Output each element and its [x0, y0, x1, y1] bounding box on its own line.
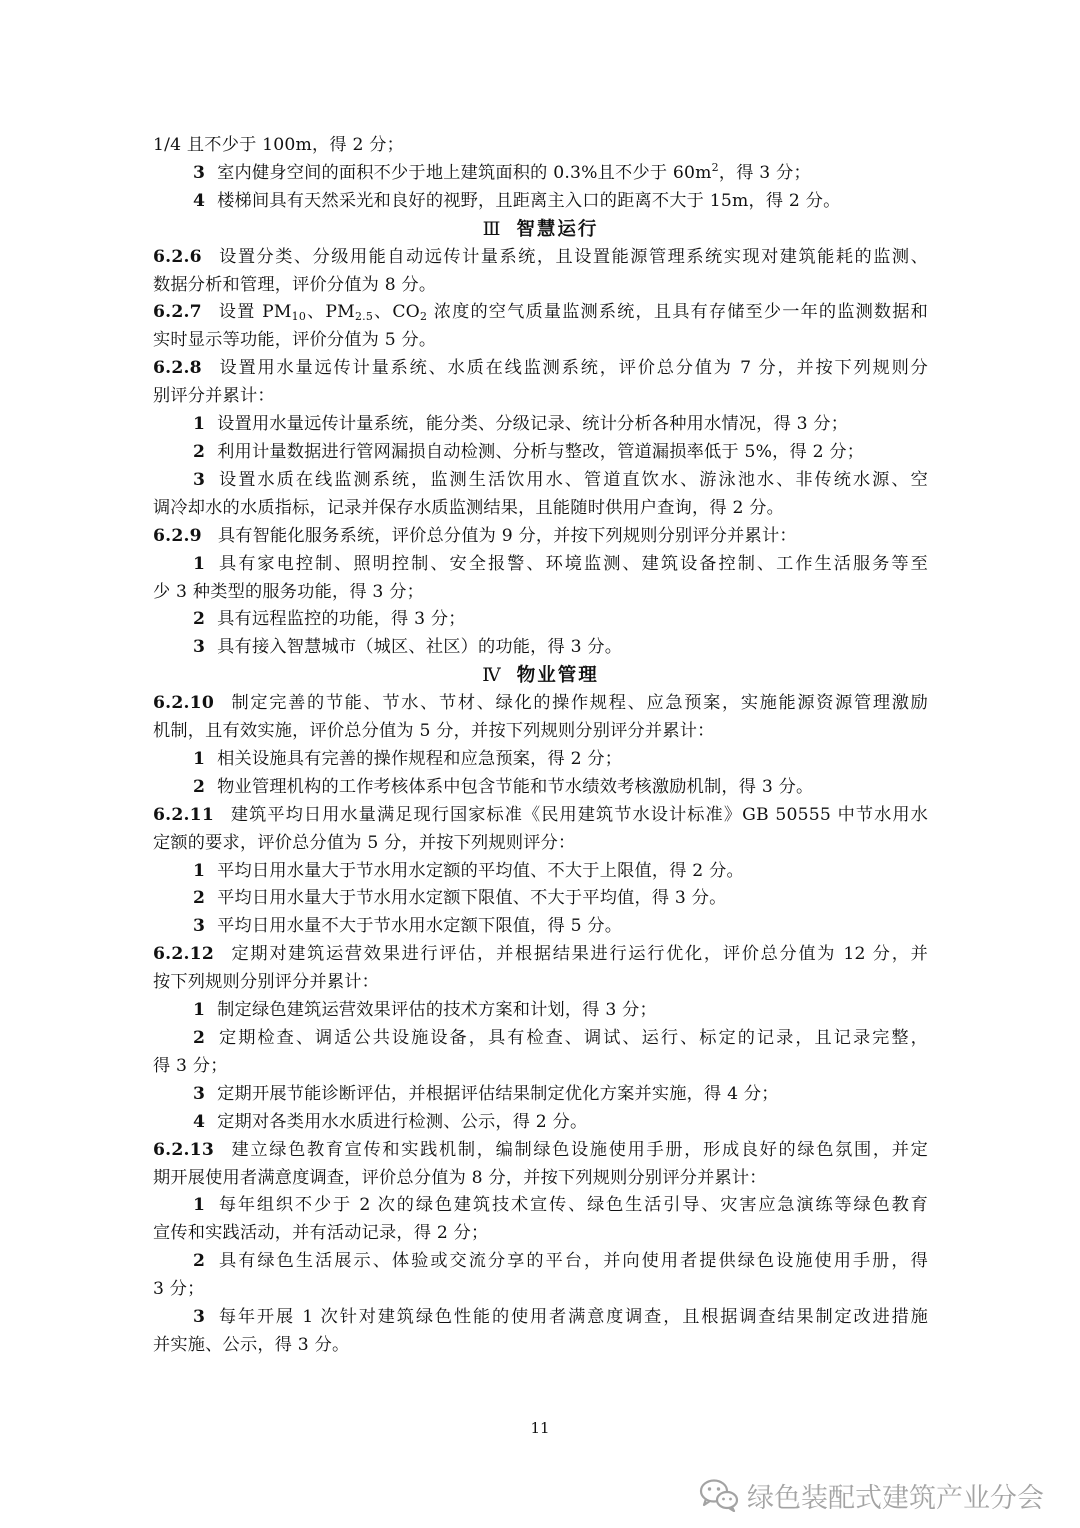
watermark-text: 绿色装配式建筑产业分会 [747, 1482, 1044, 1514]
wechat-icon [699, 1478, 739, 1512]
page-number: 11 [530, 1419, 550, 1437]
item-number: 1 [193, 860, 206, 881]
watermark [699, 1470, 1044, 1520]
item-number: 2 [193, 888, 206, 909]
section-heading-property-management: Ⅳ 物业管理 [482, 665, 599, 687]
list-item: 3 室内健身空间的面积不少于地上建筑面积的 0.3%且不少于 $60m^2$，得 3 分； [193, 160, 811, 183]
text-line: 得 3 分； [153, 1055, 228, 1076]
item-number: 4 [193, 190, 206, 211]
text-line: 别评分并累计： [153, 386, 275, 407]
list-item: 3 定期开展节能诊断评估，并根据评估结果制定优化方案并实施，得 4 分； [193, 1083, 779, 1104]
list-item: 3 每年开展 1 次针对建筑绿色性能的使用者满意度调查，且根据调查结果制定改进措施 [193, 1307, 928, 1328]
text-line: 宣传和实践活动，并有活动记录，得 2 分； [153, 1223, 489, 1244]
list-item: 2 物业管理机构的工作考核体系中包含节能和节水绩效考核激励机制，得 3 分。 [193, 776, 814, 797]
document-body [153, 132, 928, 1360]
clause-number: 6.2.6 [153, 246, 202, 267]
clause-number: 6.2.13 [153, 1139, 215, 1160]
text-line: 期开展使用者满意度调查，评价总分值为 8 分，并按下列规则分别评分并累计： [153, 1167, 767, 1188]
clause-line: 6.2.6 设置分类、分级用能自动远传计量系统，且设置能源管理系统实现对建筑能耗的监测、 [153, 246, 928, 267]
item-number: 3 [193, 162, 206, 183]
item-number: 2 [193, 441, 206, 462]
clause-number: 6.2.8 [153, 358, 202, 379]
item-number: 2 [193, 776, 206, 797]
text-line: 机制，且有效实施，评价总分值为 5 分，并按下列规则分别评分并累计： [153, 721, 715, 742]
list-item: 1 每年组织不少于 2 次的绿色建筑技术宣传、绿色生活引导、灾害应急演练等绿色教育 [193, 1195, 928, 1216]
list-item: 2 定期检查、调适公共设施设备，具有检查、调试、运行、标定的记录，且记录完整， [193, 1028, 928, 1048]
text-line: 按下列规则分别评分并累计： [153, 972, 380, 993]
clause-line: 6.2.9 具有智能化服务系统，评价总分值为 9 分，并按下列规则分别评分并累计： [153, 525, 797, 546]
clause-number: 6.2.10 [153, 693, 215, 714]
list-item: 1 设置用水量远传计量系统，能分类、分级记录、统计分析各种用水情况，得 3 分； [193, 414, 849, 435]
text-line: 少 3 种类型的服务功能，得 3 分； [153, 581, 424, 602]
list-item: 1 制定绿色建筑运营效果评估的技术方案和计划，得 3 分； [193, 1000, 657, 1021]
clause-line: 6.2.8 设置用水量远传计量系统、水质在线监测系统，评价总分值为 7 分，并按下列规则分 [153, 358, 928, 379]
item-number: 2 [193, 1251, 206, 1272]
list-item: 2 具有绿色生活展示、体验或交流分享的平台，并向使用者提供绿色设施使用手册，得 [193, 1251, 928, 1272]
section-heading-smart-operation: Ⅲ 智慧运行 [482, 218, 599, 240]
list-item: 3 具有接入智慧城市（城区、社区）的功能，得 3 分。 [193, 637, 623, 658]
item-number: 4 [193, 1111, 206, 1132]
item-number: 3 [193, 916, 206, 937]
clause-number: 6.2.7 [153, 302, 202, 323]
item-number: 3 [193, 1307, 206, 1328]
item-number: 1 [193, 1000, 206, 1021]
list-item: 4 楼梯间具有天然采光和良好的视野，且距离主入口的距离不大于 15m，得 2 分。 [193, 190, 841, 211]
list-item: 4 定期对各类用水水质进行检测、公示，得 2 分。 [193, 1111, 588, 1132]
text-line: 并实施、公示，得 3 分。 [153, 1334, 350, 1355]
clause-number: 6.2.9 [153, 525, 202, 546]
clause-line: 6.2.11 建筑平均日用水量满足现行国家标准《民用建筑节水设计标准》GB 50555 中节水用水 [153, 804, 928, 825]
clause-line: 6.2.10 制定完善的节能、节水、节材、绿化的操作规程、应急预案，实施能源资源管理激励 [153, 693, 928, 714]
item-number: 3 [193, 469, 206, 490]
list-item: 2 利用计量数据进行管网漏损自动检测、分析与整改，管道漏损率低于 5%，得 2 分； [193, 441, 865, 462]
item-number: 1 [193, 414, 206, 435]
text-line: 1/4 且不少于 100m，得 2 分； [153, 135, 405, 155]
list-item: 1 具有家电控制、照明控制、安全报警、环境监测、建筑设备控制、工作生活服务等至 [193, 553, 928, 574]
item-number: 1 [193, 748, 206, 769]
item-number: 2 [193, 609, 206, 630]
item-number: 1 [193, 1195, 206, 1216]
item-number: 2 [193, 1028, 206, 1048]
list-item: 1 平均日用水量大于节水用水定额的平均值、不大于上限值，得 2 分。 [193, 860, 744, 881]
text-line: 3 分； [153, 1279, 205, 1300]
clause-number: 6.2.12 [153, 944, 215, 965]
list-item: 3 设置水质在线监测系统，监测生活饮用水、管道直饮水、游泳池水、非传统水源、空 [193, 469, 928, 490]
item-number: 1 [193, 553, 206, 574]
text-line: 调冷却水的水质指标，记录并保存水质监测结果，且能随时供用户查询，得 2 分。 [153, 497, 785, 518]
list-item: 3 平均日用水量不大于节水用水定额下限值，得 5 分。 [193, 916, 623, 937]
list-item: 2 平均日用水量大于节水用水定额下限值、不大于平均值，得 3 分。 [193, 888, 727, 909]
list-item: 1 相关设施具有完善的操作规程和应急预案，得 2 分； [193, 748, 623, 769]
clause-line: 6.2.13 建立绿色教育宣传和实践机制，编制绿色设施使用手册，形成良好的绿色氛围，并定 [153, 1139, 928, 1160]
list-item: 2 具有远程监控的功能，得 3 分； [193, 609, 466, 630]
clause-number: 6.2.11 [153, 804, 215, 825]
item-number: 3 [193, 1083, 206, 1104]
text-line: 数据分析和管理，评价分值为 8 分。 [153, 274, 437, 295]
clause-line: 6.2.12 定期对建筑运营效果进行评估，并根据结果进行运行优化，评价总分值为 12 分，并 [153, 944, 928, 965]
clause-line: 6.2.7 设置 $PM_{10}$、$PM_{2.5}$、$CO_2$ 浓度的空气质量监测系统，且具有存储至少一年的监测数据和 [153, 302, 928, 324]
text-line: 定额的要求，评价总分值为 5 分，并按下列规则评分： [153, 832, 576, 853]
item-number: 3 [193, 637, 206, 658]
text-line: 实时显示等功能，评价分值为 5 分。 [153, 330, 437, 351]
